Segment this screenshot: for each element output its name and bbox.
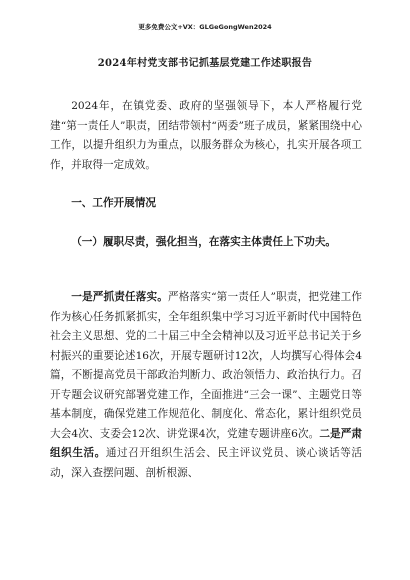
body-text-1: 严格落实“第一责任人”职责，把党建工作作为核心任务抓紧抓实，全年组织集中学习习近平新时代中国特色社会主义思想、党的二十届三中全会精神以及习近平总书记关于乡村振兴的重要论述16次，开展专题研讨12次，人均撰写心得体会4篇，不断提高党员干部政治判断力、政治领悟力、政治执行力。召开专题会议研究部署党建工作，全面推进“三会一课”、主题党日等基本制度，确保党建工作规范化、制度化、常态化，累计组织党员大会4次、支委会12次、讲党课4次，党建专题讲座6次。 xyxy=(50,291,362,440)
body-paragraph xyxy=(50,288,362,483)
section-heading: 一、工作开展情况 xyxy=(71,197,156,209)
intro-paragraph: 2024年，在镇党委、政府的坚强领导下，本人严格履行党建“第一责任人”职责，团结带领村“两委”班子成员，紧紧围绕中心工作，以提升组织力为重点，以服务群众为核心，扎实开展各项工作，并取得一定成效。 xyxy=(50,100,362,171)
document-title: 2024年村党支部书记抓基层党建工作述职报告 xyxy=(97,58,313,69)
subsection-heading: （一）履职尽责，强化担当，在落实主体责任上下功夫。 xyxy=(71,236,337,248)
header-note: 更多免费公文+VX：GLGeGongWen2024 xyxy=(138,23,272,31)
body-text-2: 通过召开组织生活会、民主评议党员、谈心谈话等活动，深入查摆问题、剖析根源、 xyxy=(50,447,363,479)
lead-phrase-1: 一是严抓责任落实。 xyxy=(71,291,169,303)
lead-phrase-2: 二是严肃组织生活。 xyxy=(50,427,362,459)
